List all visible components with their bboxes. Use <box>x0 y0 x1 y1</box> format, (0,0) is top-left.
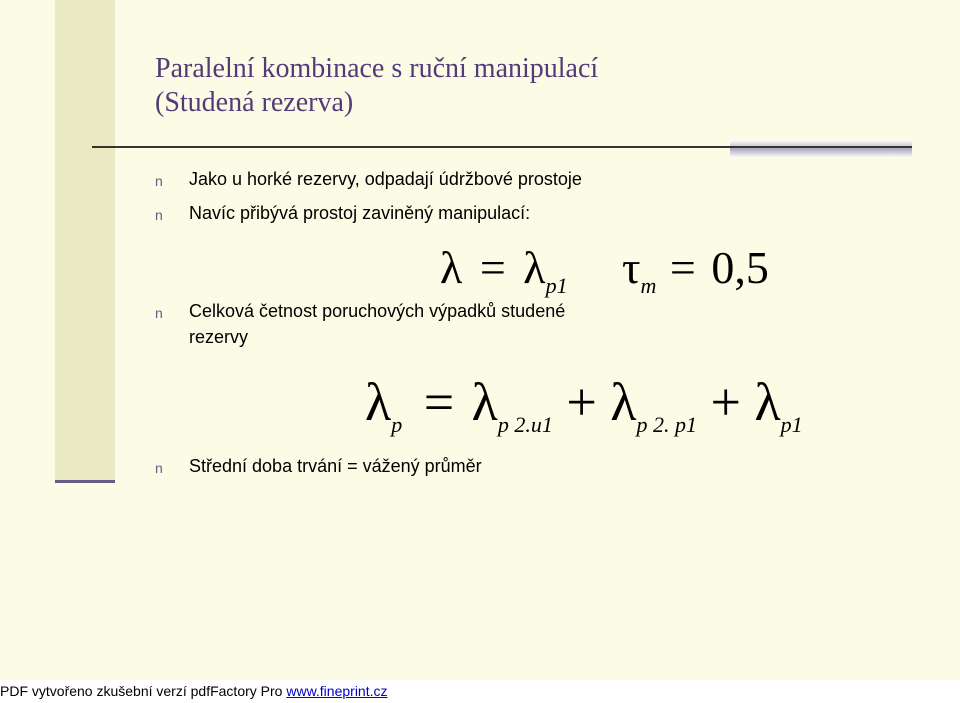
footer-link[interactable]: www.fineprint.cz <box>286 683 388 699</box>
slide-title <box>155 52 598 120</box>
formula-total-rate <box>365 370 803 457</box>
bullet-marker-4: n <box>155 460 163 476</box>
bullet-text-1: Jako u horké rezervy, odpadají údržbové prostoje <box>189 169 582 189</box>
lhs-subscript: p <box>391 411 403 437</box>
bullet-text-2: Navíc přibývá prostoj zaviněný manipulací: <box>189 203 531 223</box>
formula-lambda <box>440 240 568 314</box>
bullet-marker-3: n <box>155 305 163 321</box>
equals-sign: = <box>479 242 506 293</box>
tau-subscript: m <box>640 273 657 299</box>
left-accent-bar <box>55 0 115 483</box>
lambda-subscript: p1 <box>545 273 568 299</box>
lambda-symbol: λ <box>523 242 546 293</box>
plus-sign: + <box>710 372 741 432</box>
term2-subscript: p 2. p1 <box>636 411 697 437</box>
plus-sign: + <box>566 372 597 432</box>
bullet-marker-2: n <box>155 207 163 223</box>
equals-sign: = <box>669 242 696 293</box>
title-divider <box>92 146 912 148</box>
bullet-text-4: Střední doba trvání = vážený průměr <box>189 456 482 476</box>
bullet-text-3: Celková četnost poruchových výpadků studené <box>189 301 566 321</box>
pdf-footer <box>0 680 960 703</box>
lambda-symbol: λ <box>610 372 637 432</box>
term1-subscript: p 2.u1 <box>497 411 553 437</box>
rule-shadow <box>730 140 912 158</box>
lambda-symbol: λ <box>471 372 498 432</box>
bullet-text-3-line-2: rezervy <box>189 327 249 347</box>
title-line-1: Paralelní kombinace s ruční manipulací <box>155 53 599 84</box>
term3-subscript: p1 <box>780 411 803 437</box>
bullet-marker-1: n <box>155 173 163 189</box>
footer-text: PDF vytvořeno zkušební verzí pdfFactory Pro <box>0 683 287 699</box>
lambda-symbol: λ <box>440 242 463 293</box>
tau-symbol: τ <box>622 242 641 293</box>
equals-sign: = <box>423 372 455 432</box>
left-accent-bar-tip <box>55 480 115 483</box>
lambda-symbol: λ <box>754 372 781 432</box>
title-line-2: (Studená rezerva) <box>155 87 354 118</box>
tau-value: 0,5 <box>711 242 769 293</box>
formula-tau <box>622 240 769 314</box>
lambda-symbol: λ <box>365 372 392 432</box>
